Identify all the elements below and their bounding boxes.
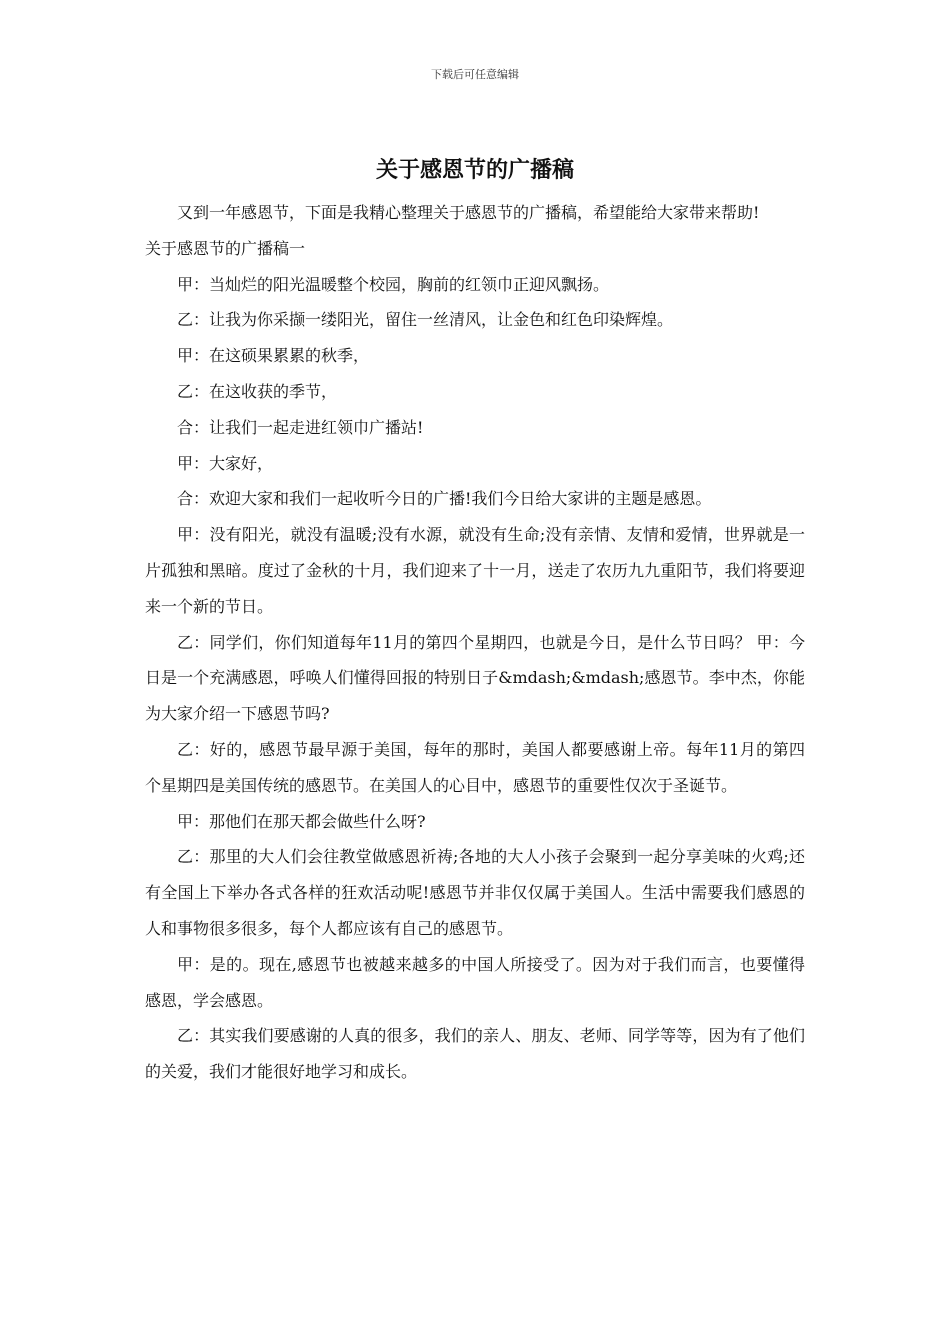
page-title: 关于感恩节的广播稿 [375,157,574,183]
dialogue-paragraph: 合：欢迎大家和我们一起收听今日的广播!我们今日给大家讲的主题是感恩。 [177,489,712,509]
dialogue-paragraph: 乙：在这收获的季节， [177,381,338,401]
intro-paragraph: 又到一年感恩节，下面是我精心整理关于感恩节的广播稿，希望能给大家带来帮助! [177,203,760,222]
header-note: 下载后可任意编辑 [431,68,519,81]
document-body [145,195,805,1090]
dialogue-paragraph: 甲：是的。现在,感恩节也被越来越多的中国人所接受了。因为对于我们而言，也要懂得感恩，学会感恩。 [145,954,805,1010]
dialogue-paragraph: 乙：同学们，你们知道每年11月的第四个星期四，也就是今日，是什么节日吗？ 甲：今日是一个充满感恩，呼唤人们懂得回报的特别日子&mdash;&mdash;感恩节。李中杰，你能为大家介绍一下感恩节吗? [145,632,805,724]
dialogue-paragraph: 甲：当灿烂的阳光温暖整个校园，胸前的红领巾正迎风飘扬。 [177,274,610,294]
dialogue-paragraph: 甲：在这硕果累累的秋季， [177,346,370,366]
dialogue-paragraph: 乙：那里的大人们会往教堂做感恩祈祷;各地的大人小孩子会聚到一起分享美味的火鸡;还有全国上下举办各式各样的狂欢活动呢!感恩节并非仅仅属于美国人。生活中需要我们感恩的人和事物很多很多，每个人都应该有自己的感恩节。 [145,847,805,938]
dialogue-paragraph: 甲：大家好， [177,453,274,473]
dialogue-paragraph: 甲：那他们在那天都会做些什么呀? [177,811,426,831]
dialogue-paragraph: 甲：没有阳光，就没有温暖;没有水源，就没有生命;没有亲情、友情和爱情，世界就是一片孤独和黑暗。度过了金秋的十月，我们迎来了十一月，送走了农历九九重阳节，我们将要迎来一个新的节日。 [145,525,805,616]
section-heading: 关于感恩节的广播稿一 [145,238,306,258]
dialogue-paragraph: 乙：让我为你采撷一缕阳光，留住一丝清风，让金色和红色印染辉煌。 [177,310,674,330]
dialogue-paragraph: 合：让我们一起走进红领巾广播站! [177,417,424,437]
dialogue-paragraph: 乙：其实我们要感谢的人真的很多，我们的亲人、朋友、老师、同学等等，因为有了他们的关爱，我们才能很好地学习和成长。 [145,1026,805,1082]
dialogue-paragraph: 乙：好的，感恩节最早源于美国，每年的那时，美国人都要感谢上帝。每年11月的第四个星期四是美国传统的感恩节。在美国人的心目中，感恩节的重要性仅次于圣诞节。 [145,739,805,795]
